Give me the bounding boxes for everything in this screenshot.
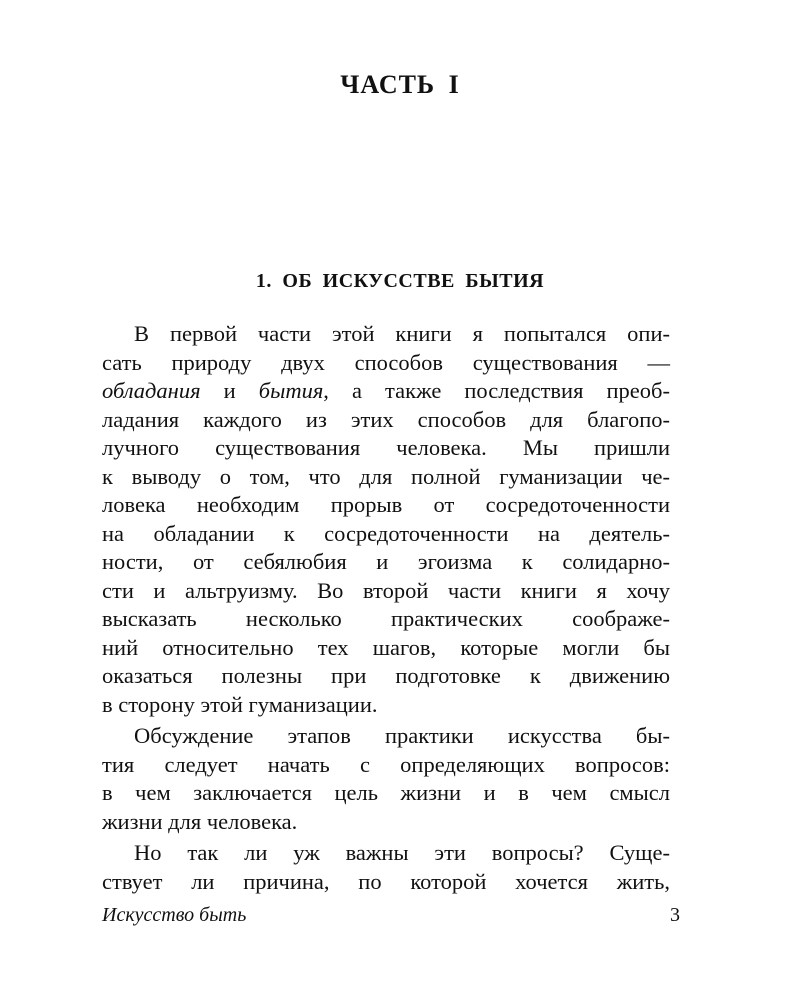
text-line: ствует ли причина, по которой хочется жить, bbox=[102, 868, 670, 894]
text-line: сти и альтруизму. Во второй части книги я хочу bbox=[102, 577, 670, 603]
text-line: В первой части этой книги я попытался опи- bbox=[134, 321, 670, 346]
text-line: тия следует начать с определяющих вопросов: bbox=[102, 751, 670, 777]
text-line: сать природу двух способов существования — bbox=[102, 349, 670, 375]
text-fragment: и bbox=[200, 378, 259, 403]
text-line: высказать несколько практических соображе- bbox=[102, 606, 670, 631]
text-fragment: , а также последствия преоб- bbox=[323, 378, 670, 403]
emphasized-term: бытия bbox=[258, 378, 324, 403]
text-line: на обладании к сосредоточенности на деятель- bbox=[102, 520, 670, 546]
text-line: к выводу о том, что для полной гуманизации че- bbox=[102, 463, 670, 489]
text-line: ловека необходим прорыв от сосредоточенности bbox=[102, 492, 670, 517]
text-line: Обсуждение этапов практики искусства бы- bbox=[134, 723, 670, 748]
text-line: в сторону этой гуманизации. bbox=[102, 691, 378, 717]
page-footer bbox=[102, 904, 680, 930]
running-title: Искусство быть bbox=[102, 904, 247, 926]
page-number: 3 bbox=[670, 904, 680, 926]
body-text bbox=[102, 320, 670, 896]
text-line: ний относительно тех шагов, которые могли бы bbox=[102, 634, 670, 660]
text-line: Но так ли уж важны эти вопросы? Суще- bbox=[134, 840, 670, 865]
text-line bbox=[102, 377, 670, 406]
text-line: ладания каждого из этих способов для благопо- bbox=[102, 406, 670, 432]
emphasized-term: обладания bbox=[102, 378, 201, 403]
text-line: жизни для человека. bbox=[102, 808, 298, 834]
text-line: в чем заключается цель жизни и в чем смысл bbox=[102, 780, 670, 805]
text-line: лучного существования человека. Мы пришли bbox=[102, 435, 670, 460]
text-line: ности, от себялюбия и эгоизма к солидарно- bbox=[102, 549, 670, 574]
text-line: оказаться полезны при подготовке к движению bbox=[102, 663, 670, 688]
part-title: ЧАСТЬ I bbox=[340, 70, 460, 99]
chapter-title: 1. ОБ ИСКУССТВЕ БЫТИЯ bbox=[255, 270, 545, 292]
